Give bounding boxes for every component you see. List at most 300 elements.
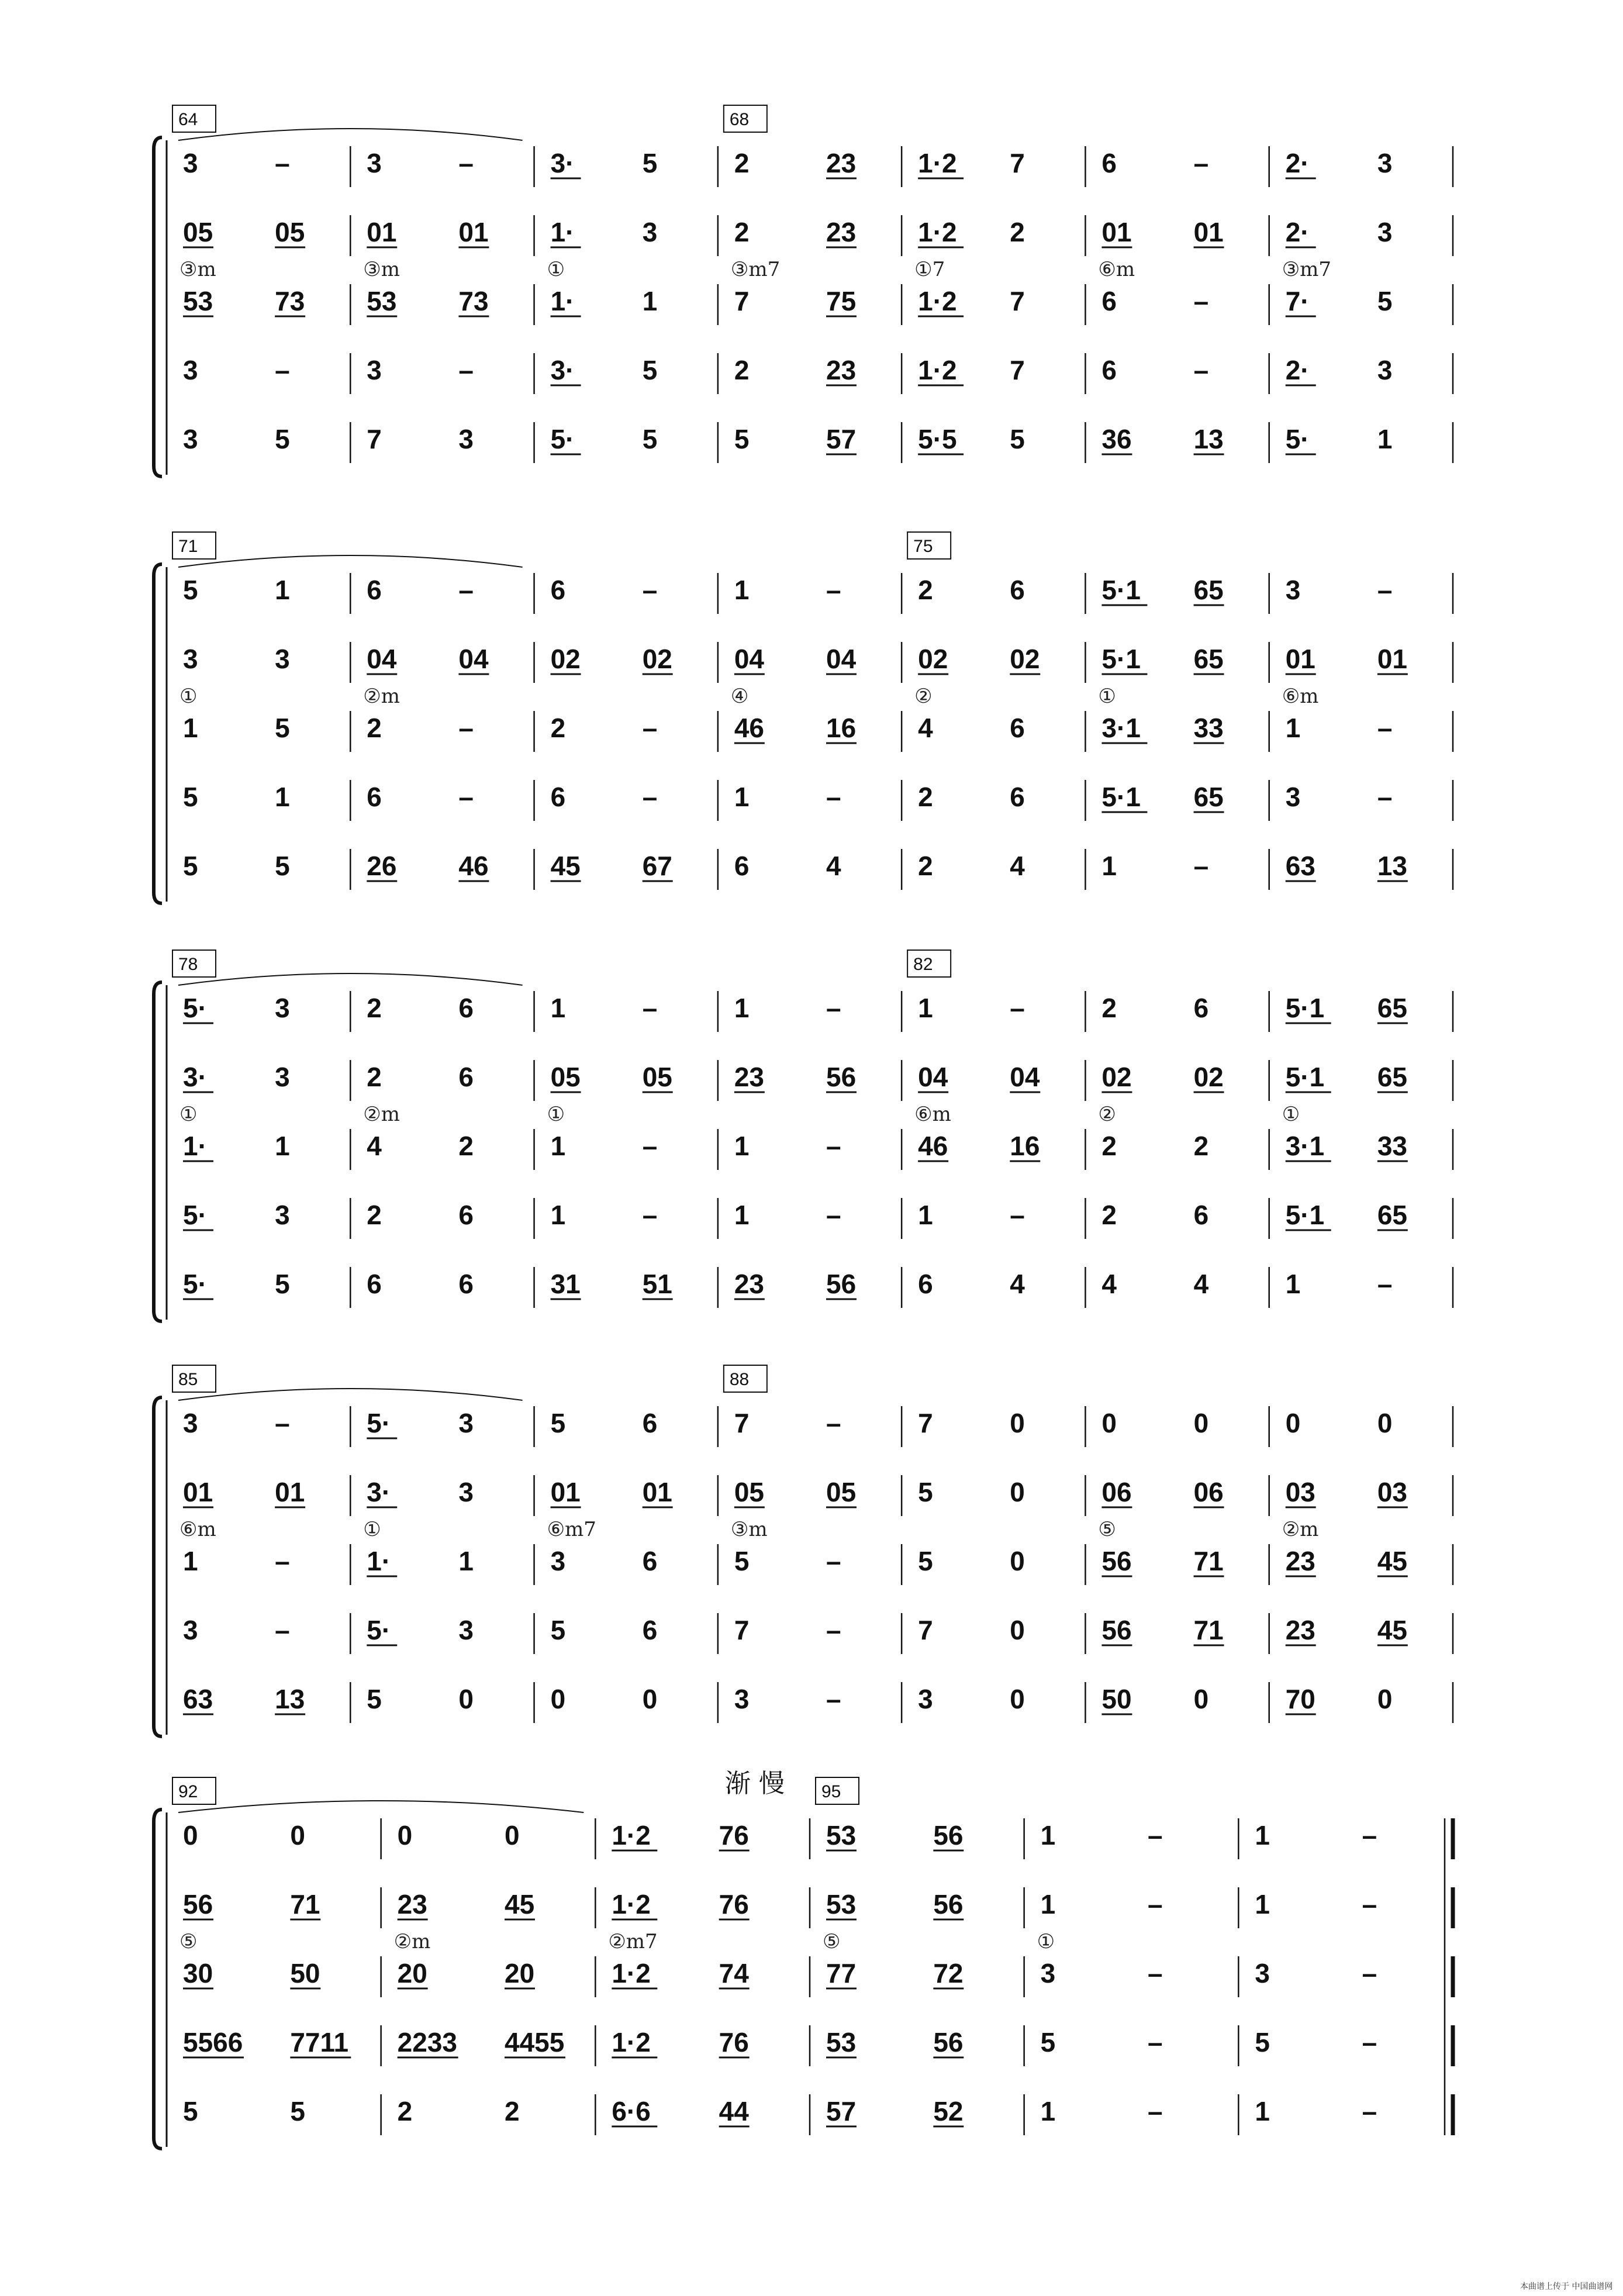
jianpu-note: 56 bbox=[1101, 1615, 1132, 1645]
jianpu-note: 0 bbox=[550, 1684, 566, 1714]
jianpu-note: 1 bbox=[550, 1200, 566, 1230]
tempo-marking: 渐 慢 bbox=[725, 1769, 785, 1798]
jianpu-note: 76 bbox=[719, 2027, 749, 2057]
jianpu-note: 0 bbox=[1193, 1684, 1209, 1714]
chord-symbol: ⑥m bbox=[1282, 685, 1319, 708]
jianpu-note: 44 bbox=[719, 2096, 749, 2126]
jianpu-note: 03 bbox=[1285, 1477, 1315, 1507]
jianpu-note: 57 bbox=[826, 2096, 857, 2126]
jianpu-note: 56 bbox=[826, 1269, 857, 1299]
jianpu-note: 01 bbox=[1377, 644, 1408, 674]
jianpu-note: 16 bbox=[826, 713, 857, 743]
jianpu-note: 2 bbox=[918, 851, 933, 881]
jianpu-note: 3 bbox=[1255, 1958, 1270, 1988]
jianpu-note: 1 bbox=[734, 1131, 750, 1161]
jianpu-note: 1 bbox=[1255, 1820, 1270, 1850]
system-bracket bbox=[154, 982, 162, 1321]
jianpu-note: 3 bbox=[1377, 355, 1393, 385]
rehearsal-number: 68 bbox=[729, 110, 750, 129]
jianpu-note: 3 bbox=[642, 217, 658, 247]
jianpu-note: 33 bbox=[1377, 1131, 1408, 1161]
jianpu-note: – bbox=[826, 993, 841, 1023]
jianpu-note: 31 bbox=[550, 1269, 581, 1299]
system-4 bbox=[154, 1365, 1453, 1736]
jianpu-note: 1·2 bbox=[918, 355, 957, 385]
jianpu-note: 71 bbox=[1193, 1546, 1224, 1576]
jianpu-note: 5 bbox=[1010, 424, 1025, 454]
jianpu-note: 3 bbox=[183, 148, 198, 178]
jianpu-note: 53 bbox=[826, 1820, 857, 1850]
rehearsal-number: 78 bbox=[178, 955, 198, 974]
jianpu-note: – bbox=[1362, 2096, 1377, 2126]
jianpu-note: 0 bbox=[1010, 1546, 1025, 1576]
jianpu-note: 5 bbox=[275, 713, 290, 743]
jianpu-note: 6 bbox=[458, 1062, 474, 1092]
jianpu-note: 1 bbox=[1101, 851, 1117, 881]
jianpu-note: 3 bbox=[275, 1062, 290, 1092]
jianpu-note: 2 bbox=[1101, 1131, 1117, 1161]
jianpu-note: 23 bbox=[826, 355, 857, 385]
jianpu-note: 63 bbox=[1285, 851, 1315, 881]
jianpu-note: 04 bbox=[826, 644, 857, 674]
chord-symbol: ① bbox=[179, 685, 198, 708]
jianpu-note: 5·1 bbox=[1285, 1200, 1325, 1230]
rehearsal-number: 95 bbox=[821, 1782, 841, 1801]
jianpu-note: 13 bbox=[275, 1684, 305, 1714]
jianpu-note: – bbox=[1193, 851, 1209, 881]
jianpu-note: 6 bbox=[550, 782, 566, 812]
jianpu-note: 01 bbox=[275, 1477, 305, 1507]
chord-symbol: ③m bbox=[730, 1518, 768, 1541]
jianpu-note: 71 bbox=[290, 1889, 320, 1919]
jianpu-note: 1 bbox=[183, 1546, 198, 1576]
jianpu-note: 03 bbox=[1377, 1477, 1408, 1507]
jianpu-note: 23 bbox=[1285, 1615, 1315, 1645]
jianpu-note: 0 bbox=[1010, 1477, 1025, 1507]
jianpu-note: 5·1 bbox=[1101, 644, 1141, 674]
jianpu-note: 3·1 bbox=[1101, 713, 1141, 743]
jianpu-note: – bbox=[1377, 1269, 1393, 1299]
jianpu-note: 1 bbox=[642, 286, 658, 316]
jianpu-note: 6·6 bbox=[612, 2096, 651, 2126]
jianpu-note: 3 bbox=[458, 1615, 474, 1645]
jianpu-note: 1 bbox=[1040, 2096, 1056, 2126]
chord-symbol: ⑥m7 bbox=[547, 1518, 596, 1541]
jianpu-note: – bbox=[826, 1200, 841, 1230]
jianpu-note: 3 bbox=[275, 1200, 290, 1230]
jianpu-note: 1 bbox=[1040, 1820, 1056, 1850]
jianpu-note: 1 bbox=[1255, 1889, 1270, 1919]
jianpu-note: 0 bbox=[1285, 1408, 1301, 1438]
jianpu-note: 2 bbox=[367, 993, 382, 1023]
jianpu-note: 50 bbox=[290, 1958, 320, 1988]
jianpu-note: 77 bbox=[826, 1958, 857, 1988]
jianpu-note: 5 bbox=[367, 1684, 382, 1714]
jianpu-note: 6 bbox=[1101, 148, 1117, 178]
jianpu-note: 5 bbox=[550, 1408, 566, 1438]
jianpu-note: – bbox=[642, 713, 658, 743]
jianpu-note: – bbox=[1148, 1889, 1163, 1919]
jianpu-note: 0 bbox=[458, 1684, 474, 1714]
jianpu-note: 01 bbox=[458, 217, 489, 247]
jianpu-note: 2 bbox=[1010, 217, 1025, 247]
jianpu-note: 06 bbox=[1193, 1477, 1224, 1507]
jianpu-note: 1 bbox=[1040, 1889, 1056, 1919]
jianpu-note: 65 bbox=[1377, 1062, 1408, 1092]
jianpu-note: 02 bbox=[1010, 644, 1040, 674]
jianpu-note: 6 bbox=[458, 1269, 474, 1299]
jianpu-note: – bbox=[642, 1200, 658, 1230]
jianpu-note: 46 bbox=[458, 851, 489, 881]
jianpu-note: 1 bbox=[1377, 424, 1393, 454]
jianpu-note: 65 bbox=[1193, 575, 1224, 605]
jianpu-note: 5·5 bbox=[918, 424, 957, 454]
chord-symbol: ④ bbox=[730, 685, 749, 708]
jianpu-note: 76 bbox=[719, 1889, 749, 1919]
jianpu-note: 6 bbox=[367, 782, 382, 812]
jianpu-note: 3· bbox=[550, 148, 575, 178]
jianpu-note: 6 bbox=[1010, 713, 1025, 743]
jianpu-note: 7 bbox=[734, 286, 750, 316]
jianpu-note: 45 bbox=[550, 851, 581, 881]
jianpu-note: 3 bbox=[1285, 575, 1301, 605]
rehearsal-number: 71 bbox=[178, 537, 198, 556]
jianpu-note: 05 bbox=[183, 217, 213, 247]
jianpu-note: 45 bbox=[1377, 1546, 1408, 1576]
jianpu-note: 6 bbox=[1101, 355, 1117, 385]
jianpu-note: 5 bbox=[183, 851, 198, 881]
jianpu-note: 05 bbox=[826, 1477, 857, 1507]
jianpu-note: 2 bbox=[458, 1131, 474, 1161]
chord-symbol: ③m bbox=[179, 258, 216, 281]
jianpu-note: – bbox=[458, 355, 474, 385]
chord-symbol: ① bbox=[179, 1103, 198, 1126]
jianpu-note: 1· bbox=[367, 1546, 391, 1576]
jianpu-note: 2 bbox=[734, 148, 750, 178]
jianpu-note: 65 bbox=[1377, 1200, 1408, 1230]
jianpu-note: 01 bbox=[1101, 217, 1132, 247]
jianpu-note: 4 bbox=[826, 851, 841, 881]
jianpu-note: 63 bbox=[183, 1684, 213, 1714]
jianpu-note: 1 bbox=[275, 1131, 290, 1161]
jianpu-note: 01 bbox=[550, 1477, 581, 1507]
jianpu-note: 4 bbox=[367, 1131, 382, 1161]
jianpu-note: 3 bbox=[275, 993, 290, 1023]
jianpu-note: 2 bbox=[505, 2096, 520, 2126]
jianpu-note: 4 bbox=[1101, 1269, 1117, 1299]
jianpu-note: – bbox=[826, 575, 841, 605]
jianpu-note: 5 bbox=[918, 1477, 933, 1507]
rehearsal-number: 82 bbox=[913, 955, 933, 974]
jianpu-note: 06 bbox=[1101, 1477, 1132, 1507]
systems-layer bbox=[154, 105, 1453, 2149]
jianpu-note: 0 bbox=[1377, 1408, 1393, 1438]
jianpu-note: 5·1 bbox=[1285, 993, 1325, 1023]
jianpu-note: 3 bbox=[183, 1615, 198, 1645]
jianpu-note: 3 bbox=[458, 424, 474, 454]
jianpu-note: – bbox=[826, 1684, 841, 1714]
jianpu-note: 23 bbox=[1285, 1546, 1315, 1576]
chord-symbol: ② bbox=[914, 685, 933, 708]
jianpu-note: 5 bbox=[734, 1546, 750, 1576]
jianpu-note: – bbox=[1193, 148, 1209, 178]
jianpu-note: 65 bbox=[1193, 644, 1224, 674]
jianpu-note: – bbox=[1362, 1889, 1377, 1919]
jianpu-note: 5·1 bbox=[1101, 782, 1141, 812]
jianpu-note: 0 bbox=[290, 1820, 305, 1850]
jianpu-note: 3 bbox=[458, 1408, 474, 1438]
jianpu-note: 5 bbox=[642, 355, 658, 385]
jianpu-note: 13 bbox=[1193, 424, 1224, 454]
jianpu-note: 04 bbox=[1010, 1062, 1040, 1092]
rehearsal-number: 75 bbox=[913, 537, 933, 556]
jianpu-note: – bbox=[458, 713, 474, 743]
jianpu-note: 02 bbox=[918, 644, 948, 674]
jianpu-note: 6 bbox=[458, 1200, 474, 1230]
jianpu-note: 57 bbox=[826, 424, 857, 454]
jianpu-note: 67 bbox=[642, 851, 672, 881]
system-bracket bbox=[154, 1397, 162, 1736]
jianpu-note: 65 bbox=[1193, 782, 1224, 812]
jianpu-note: 7 bbox=[918, 1615, 933, 1645]
jianpu-note: 1·2 bbox=[612, 2027, 651, 2057]
jianpu-note: 75 bbox=[826, 286, 857, 316]
jianpu-note: – bbox=[275, 1408, 290, 1438]
jianpu-note: 1 bbox=[1285, 1269, 1301, 1299]
jianpu-note: 76 bbox=[719, 1820, 749, 1850]
jianpu-note: 5 bbox=[550, 1615, 566, 1645]
jianpu-note: 2 bbox=[918, 782, 933, 812]
rehearsal-number: 85 bbox=[178, 1370, 198, 1389]
jianpu-note: 05 bbox=[550, 1062, 581, 1092]
system-1 bbox=[154, 105, 1453, 477]
jianpu-note: 7 bbox=[367, 424, 382, 454]
chord-symbol: ⑥m bbox=[914, 1103, 951, 1126]
chord-symbol: ⑤ bbox=[179, 1930, 198, 1953]
jianpu-note: 3 bbox=[275, 644, 290, 674]
chord-symbol: ⑥m bbox=[1098, 258, 1135, 281]
jianpu-note: 02 bbox=[642, 644, 672, 674]
jianpu-note: 0 bbox=[183, 1820, 198, 1850]
jianpu-note: 04 bbox=[367, 644, 397, 674]
jianpu-note: 1 bbox=[734, 1200, 750, 1230]
jianpu-note: 2 bbox=[367, 713, 382, 743]
system-2 bbox=[154, 532, 1453, 903]
jianpu-note: 16 bbox=[1010, 1131, 1040, 1161]
jianpu-note: 04 bbox=[458, 644, 489, 674]
chord-symbol: ① bbox=[1037, 1930, 1055, 1953]
jianpu-note: 50 bbox=[1101, 1684, 1132, 1714]
chord-symbol: ②m7 bbox=[608, 1930, 658, 1953]
jianpu-note: 2 bbox=[734, 355, 750, 385]
jianpu-note: – bbox=[826, 1131, 841, 1161]
jianpu-note: 6 bbox=[1010, 575, 1025, 605]
chord-symbol: ⑥m bbox=[179, 1518, 216, 1541]
jianpu-note: 6 bbox=[642, 1546, 658, 1576]
jianpu-note: 1 bbox=[734, 993, 750, 1023]
chord-symbol: ① bbox=[547, 1103, 565, 1126]
jianpu-note: 23 bbox=[734, 1269, 765, 1299]
jianpu-note: 3 bbox=[550, 1546, 566, 1576]
jianpu-note: 56 bbox=[933, 2027, 964, 2057]
jianpu-note: 51 bbox=[642, 1269, 672, 1299]
system-bracket bbox=[154, 137, 162, 477]
jianpu-note: 1 bbox=[550, 993, 566, 1023]
jianpu-note: 56 bbox=[183, 1889, 213, 1919]
jianpu-note: 3 bbox=[183, 355, 198, 385]
chord-symbol: ②m bbox=[363, 1103, 400, 1126]
chord-symbol: ③m bbox=[363, 258, 400, 281]
jianpu-note: 1 bbox=[458, 1546, 474, 1576]
jianpu-note: 2 bbox=[550, 713, 566, 743]
jianpu-note: – bbox=[1148, 1820, 1163, 1850]
jianpu-note: – bbox=[1377, 713, 1393, 743]
chord-symbol: ① bbox=[547, 258, 565, 281]
jianpu-note: 5 bbox=[642, 148, 658, 178]
chord-symbol: ⑤ bbox=[823, 1930, 841, 1953]
system-bracket bbox=[154, 564, 162, 903]
jianpu-note: – bbox=[275, 1546, 290, 1576]
jianpu-note: 6 bbox=[734, 851, 750, 881]
chord-symbol: ①7 bbox=[914, 258, 945, 281]
jianpu-note: 7 bbox=[1010, 148, 1025, 178]
jianpu-note: 04 bbox=[734, 644, 765, 674]
jianpu-note: 56 bbox=[826, 1062, 857, 1092]
jianpu-note: 1 bbox=[550, 1131, 566, 1161]
phrase-slur bbox=[178, 129, 523, 140]
jianpu-note: 23 bbox=[734, 1062, 765, 1092]
jianpu-note: 7 bbox=[918, 1408, 933, 1438]
jianpu-note: 13 bbox=[1377, 851, 1408, 881]
jianpu-note: – bbox=[642, 1131, 658, 1161]
jianpu-note: 3· bbox=[367, 1477, 391, 1507]
jianpu-note: 5 bbox=[183, 2096, 198, 2126]
jianpu-note: 3 bbox=[1040, 1958, 1056, 1988]
system-5 bbox=[154, 1777, 1453, 2149]
jianpu-note: – bbox=[642, 782, 658, 812]
jianpu-note: 1·2 bbox=[918, 148, 957, 178]
jianpu-note: 6 bbox=[918, 1269, 933, 1299]
phrase-slur bbox=[178, 555, 523, 567]
jianpu-note: 01 bbox=[1193, 217, 1224, 247]
jianpu-note: 0 bbox=[1010, 1408, 1025, 1438]
jianpu-note: 5· bbox=[183, 1269, 207, 1299]
jianpu-note: 5 bbox=[275, 424, 290, 454]
jianpu-note: 01 bbox=[183, 1477, 213, 1507]
jianpu-note: 56 bbox=[933, 1889, 964, 1919]
jianpu-note: 5 bbox=[1255, 2027, 1270, 2057]
jianpu-note: 3 bbox=[1285, 782, 1301, 812]
jianpu-note: – bbox=[458, 782, 474, 812]
jianpu-note: – bbox=[826, 1408, 841, 1438]
rehearsal-number: 92 bbox=[178, 1782, 198, 1801]
jianpu-note: 4 bbox=[1010, 1269, 1025, 1299]
jianpu-note: 3· bbox=[183, 1062, 207, 1092]
jianpu-note: – bbox=[458, 575, 474, 605]
jianpu-note: 2 bbox=[1193, 1131, 1209, 1161]
jianpu-note: 23 bbox=[826, 148, 857, 178]
jianpu-note: 70 bbox=[1285, 1684, 1315, 1714]
jianpu-note: 45 bbox=[505, 1889, 535, 1919]
jianpu-note: 53 bbox=[183, 286, 213, 316]
jianpu-note: 7 bbox=[734, 1615, 750, 1645]
jianpu-note: 5·1 bbox=[1285, 1062, 1325, 1092]
jianpu-note: 72 bbox=[933, 1958, 964, 1988]
chord-symbol: ⑤ bbox=[1098, 1518, 1116, 1541]
jianpu-note: – bbox=[826, 1615, 841, 1645]
phrase-slur bbox=[178, 973, 523, 985]
jianpu-note: – bbox=[1362, 1958, 1377, 1988]
jianpu-note: 1·2 bbox=[612, 1820, 651, 1850]
jianpu-note: 1· bbox=[550, 286, 575, 316]
jianpu-note: 6 bbox=[550, 575, 566, 605]
chord-symbol: ②m bbox=[363, 685, 400, 708]
jianpu-note: 3 bbox=[367, 355, 382, 385]
jianpu-note: 53 bbox=[826, 1889, 857, 1919]
jianpu-note: 5 bbox=[275, 851, 290, 881]
jianpu-note: 45 bbox=[1377, 1615, 1408, 1645]
jianpu-note: 5 bbox=[1040, 2027, 1056, 2057]
jianpu-note: 01 bbox=[1285, 644, 1315, 674]
jianpu-note: 6 bbox=[1193, 1200, 1209, 1230]
jianpu-note: 3·1 bbox=[1285, 1131, 1325, 1161]
system-bracket bbox=[154, 1810, 162, 2149]
jianpu-note: 0 bbox=[505, 1820, 520, 1850]
jianpu-note: 71 bbox=[1193, 1615, 1224, 1645]
jianpu-note: 01 bbox=[367, 217, 397, 247]
jianpu-note: 6 bbox=[1101, 286, 1117, 316]
jianpu-note: 6 bbox=[642, 1615, 658, 1645]
jianpu-note: 1 bbox=[734, 575, 750, 605]
jianpu-note: 02 bbox=[1101, 1062, 1132, 1092]
jianpu-note: 6 bbox=[367, 1269, 382, 1299]
jianpu-note: 53 bbox=[367, 286, 397, 316]
jianpu-note: 2 bbox=[1101, 993, 1117, 1023]
jianpu-note: 6 bbox=[642, 1408, 658, 1438]
jianpu-note: 46 bbox=[918, 1131, 948, 1161]
jianpu-note: 0 bbox=[1010, 1615, 1025, 1645]
jianpu-note: 7· bbox=[1285, 286, 1310, 316]
jianpu-note: – bbox=[1193, 355, 1209, 385]
jianpu-note: 7 bbox=[1010, 355, 1025, 385]
jianpu-note: 1 bbox=[275, 575, 290, 605]
jianpu-note: 2 bbox=[367, 1200, 382, 1230]
jianpu-note: 04 bbox=[918, 1062, 948, 1092]
jianpu-note: 7711 bbox=[290, 2027, 349, 2057]
jianpu-note: 7 bbox=[1010, 286, 1025, 316]
jianpu-note: 0 bbox=[1193, 1408, 1209, 1438]
jianpu-note: 2 bbox=[734, 217, 750, 247]
jianpu-note: 33 bbox=[1193, 713, 1224, 743]
jianpu-note: 5 bbox=[1377, 286, 1393, 316]
jianpu-note: 5566 bbox=[183, 2027, 243, 2057]
rehearsal-number: 64 bbox=[178, 110, 198, 129]
chord-symbol: ② bbox=[1098, 1103, 1116, 1126]
chord-symbol: ① bbox=[1282, 1103, 1300, 1126]
jianpu-note: 02 bbox=[550, 644, 581, 674]
jianpu-note: 26 bbox=[367, 851, 397, 881]
jianpu-note: 73 bbox=[458, 286, 489, 316]
rehearsal-number: 88 bbox=[729, 1370, 750, 1389]
jianpu-note: 1·2 bbox=[918, 217, 957, 247]
jianpu-note: 3 bbox=[183, 644, 198, 674]
jianpu-note: 1 bbox=[1285, 713, 1301, 743]
jianpu-note: – bbox=[826, 782, 841, 812]
jianpu-note: 1 bbox=[275, 782, 290, 812]
jianpu-note: 1· bbox=[183, 1131, 207, 1161]
jianpu-note: 5 bbox=[918, 1546, 933, 1576]
jianpu-note: 05 bbox=[642, 1062, 672, 1092]
